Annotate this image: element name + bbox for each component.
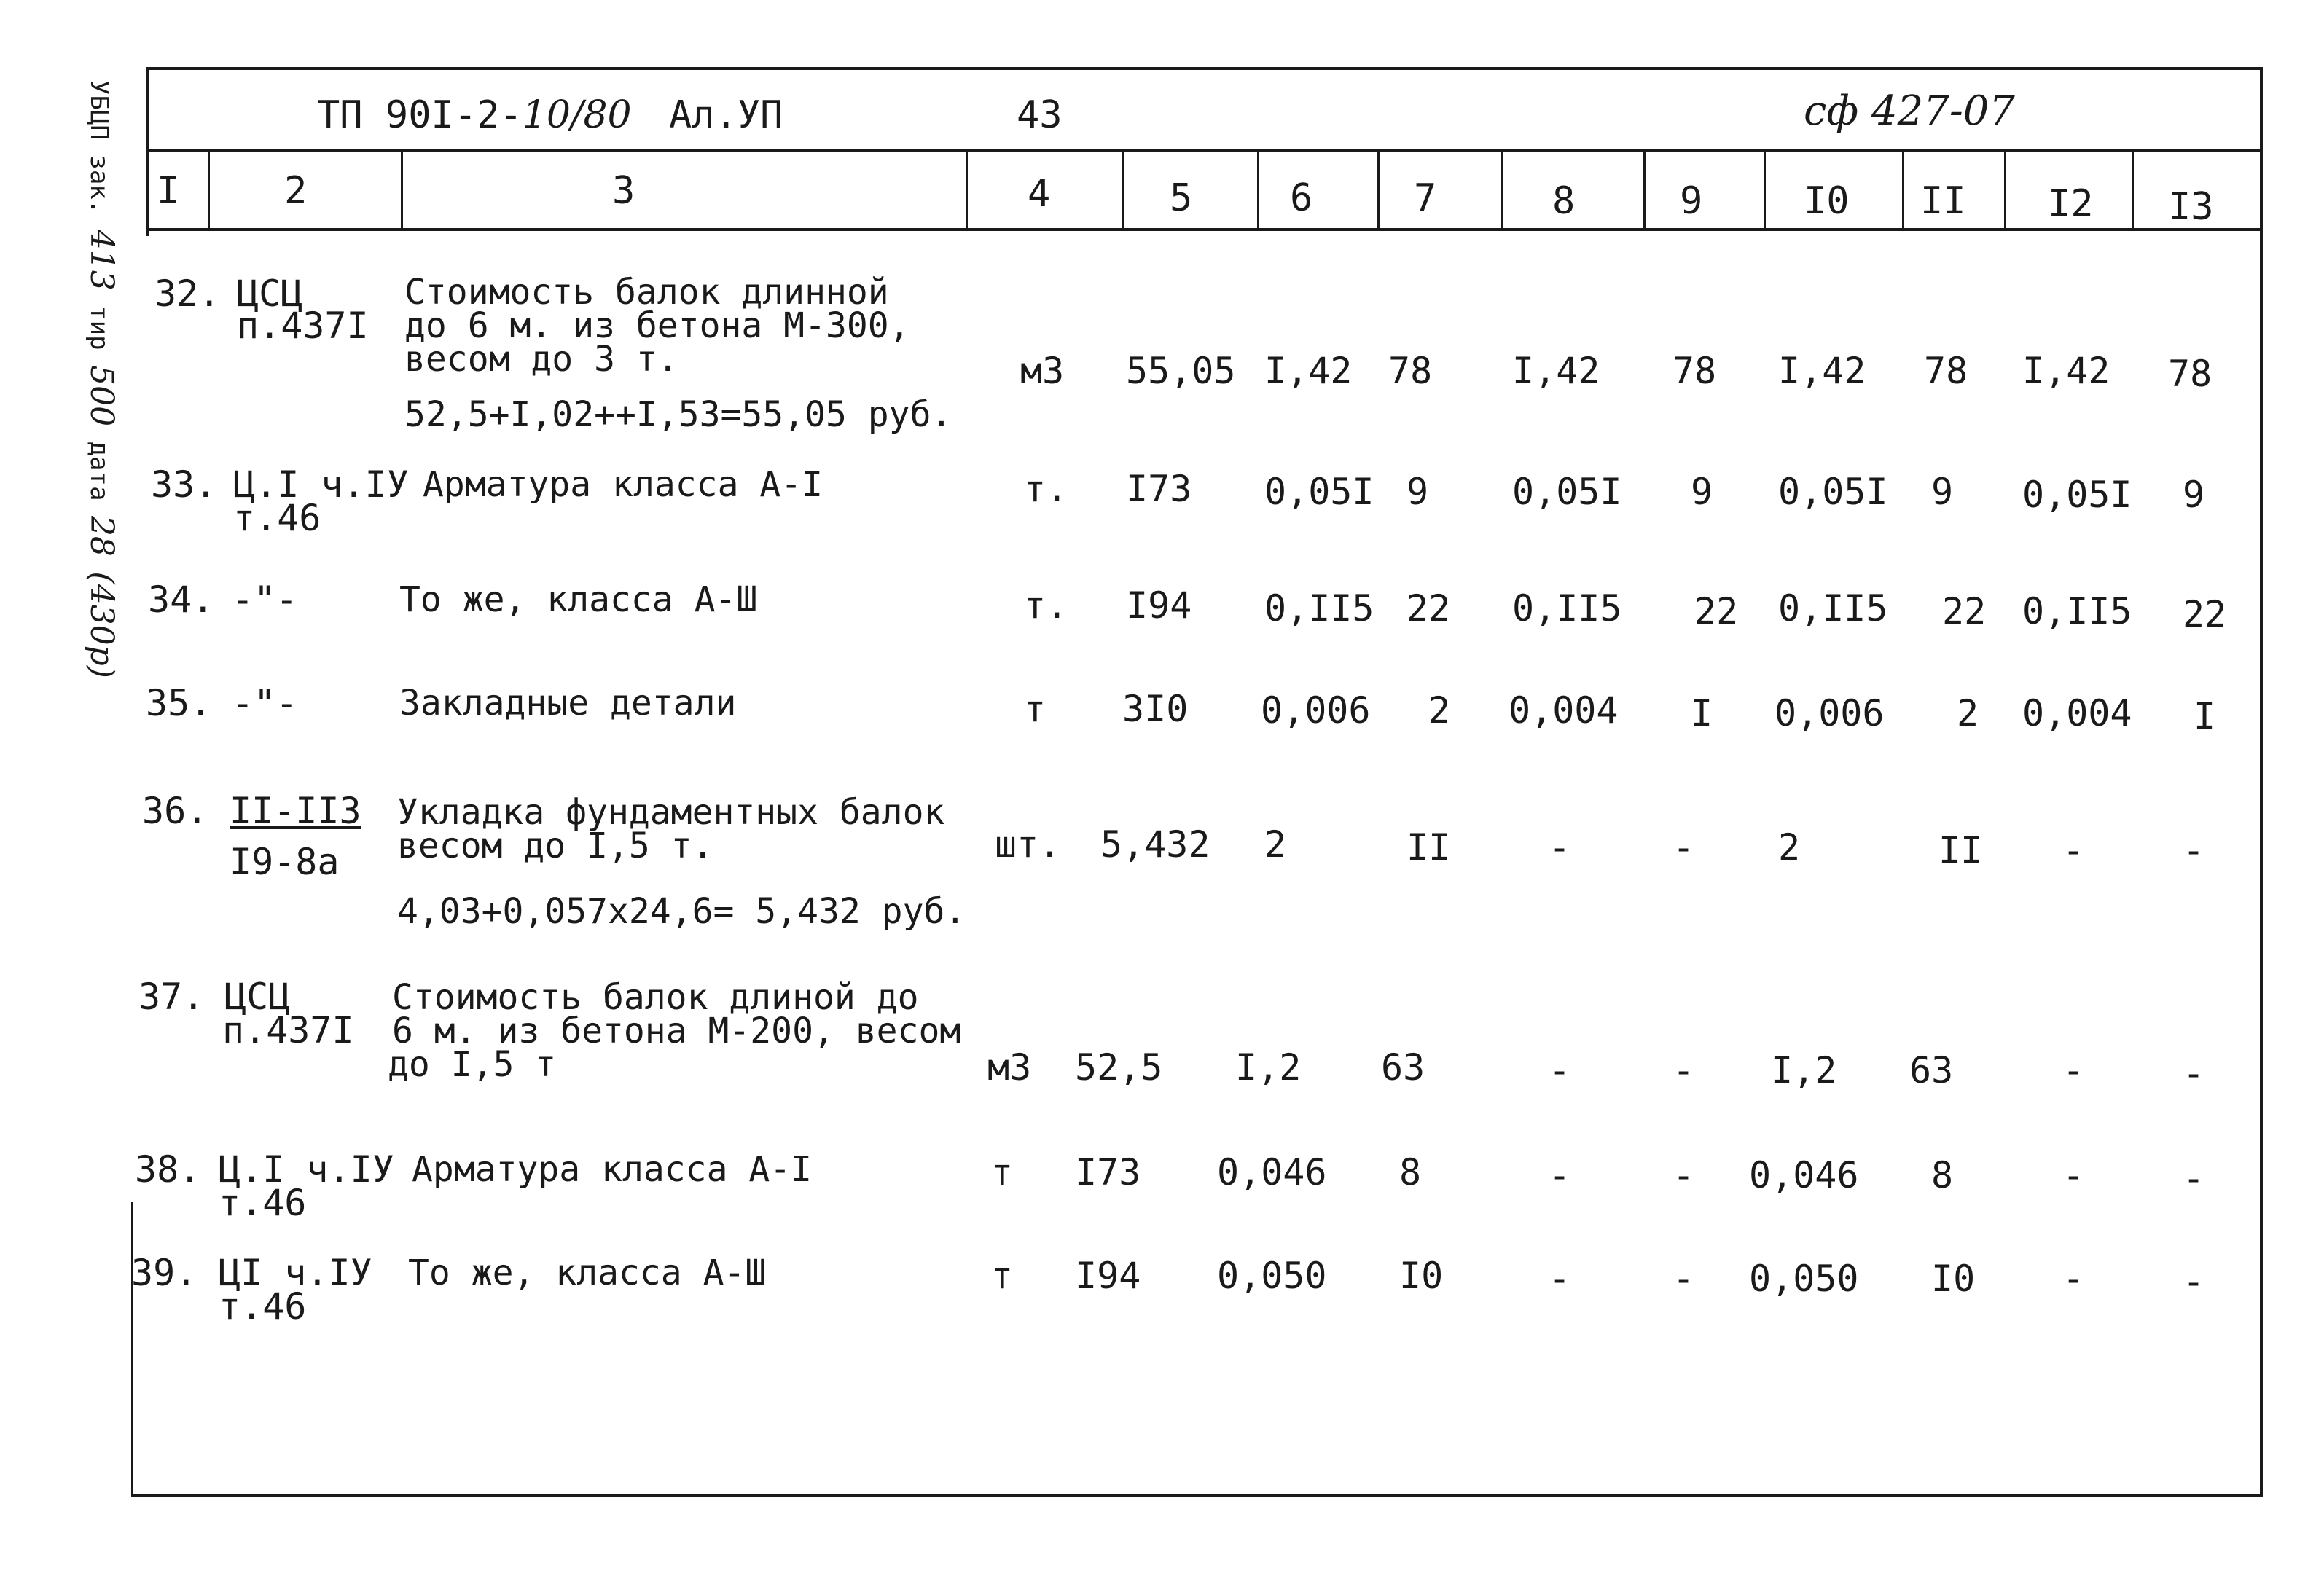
row-33-c9: 9 bbox=[1691, 471, 1713, 513]
row-37-c12: - bbox=[2062, 1049, 2085, 1091]
row-38-c11: 8 bbox=[1931, 1154, 1954, 1196]
row-36-c10: 2 bbox=[1778, 826, 1801, 868]
row-33-c8: 0,05I bbox=[1512, 471, 1622, 513]
row-33-code-1: Ц.I ч.IУ bbox=[233, 463, 409, 506]
page-number: 43 bbox=[1017, 93, 1063, 137]
row-32-note: 52,5+I,02++I,53=55,05 руб. bbox=[404, 394, 952, 435]
row-35-c9: I bbox=[1691, 692, 1713, 734]
row-33-c11: 9 bbox=[1931, 471, 1954, 513]
row-36-c8: - bbox=[1549, 826, 1571, 868]
col-header-1: I bbox=[157, 169, 180, 213]
row-37-desc-1: Стоимость балок длиной до bbox=[392, 977, 919, 1018]
row-37-c6: I,2 bbox=[1235, 1046, 1302, 1089]
row-37-c10: I,2 bbox=[1771, 1049, 1837, 1091]
row-38-c13: - bbox=[2183, 1157, 2205, 1199]
side-stamp-date: 28 bbox=[83, 515, 120, 557]
frame-bottom bbox=[131, 1494, 2263, 1497]
col-header-4: 4 bbox=[1028, 172, 1051, 216]
row-37-c11: 63 bbox=[1909, 1049, 1954, 1091]
col-divider bbox=[2004, 149, 2006, 230]
row-36-c11: II bbox=[1938, 829, 1983, 871]
row-38-c7: 8 bbox=[1399, 1151, 1422, 1193]
row-32-c11: 78 bbox=[1924, 350, 1968, 392]
row-34-c13: 22 bbox=[2183, 593, 2227, 635]
row-38-c8: - bbox=[1549, 1154, 1571, 1196]
row-33-code-2: т.46 bbox=[233, 497, 321, 539]
col-header-10: I0 bbox=[1804, 179, 1850, 223]
row-38-num: 38. bbox=[135, 1148, 201, 1191]
row-37-code-1: ЦСЦ bbox=[224, 976, 291, 1018]
col-header-5: 5 bbox=[1170, 176, 1193, 220]
row-37-c8: - bbox=[1549, 1049, 1571, 1091]
row-34-c6: 0,II5 bbox=[1264, 587, 1374, 630]
row-32-desc-3: весом до 3 т. bbox=[404, 339, 678, 380]
row-33-c12: 0,05I bbox=[2022, 474, 2132, 516]
col-divider bbox=[208, 149, 210, 230]
row-34-c12: 0,II5 bbox=[2022, 590, 2132, 632]
row-35-price: 3I0 bbox=[1122, 688, 1189, 730]
row-34-price: I94 bbox=[1126, 584, 1192, 627]
col-header-12: I2 bbox=[2048, 182, 2094, 226]
row-36-num: 36. bbox=[142, 790, 208, 832]
row-36-unit: шт. bbox=[995, 823, 1061, 866]
row-37-price: 52,5 bbox=[1075, 1046, 1163, 1089]
side-stamp-tir-label: тир bbox=[85, 305, 114, 350]
col-divider bbox=[1122, 149, 1124, 230]
row-38-desc-1: Арматура класса А-I bbox=[412, 1149, 813, 1190]
row-32-c7: 78 bbox=[1388, 350, 1433, 392]
row-36-c12: - bbox=[2062, 829, 2085, 871]
row-34-c8: 0,II5 bbox=[1512, 587, 1622, 630]
row-39-c7: I0 bbox=[1399, 1255, 1444, 1297]
row-33-c6: 0,05I bbox=[1264, 471, 1374, 513]
col-divider bbox=[2132, 149, 2134, 230]
col-header-8: 8 bbox=[1552, 179, 1576, 223]
row-35-c8: 0,004 bbox=[1509, 689, 1619, 732]
col-divider bbox=[1643, 149, 1646, 230]
col-header-6: 6 bbox=[1290, 176, 1313, 220]
col-header-13: I3 bbox=[2168, 185, 2214, 229]
row-34-unit: т. bbox=[1024, 584, 1068, 627]
side-stamp-extra: (430р) bbox=[83, 571, 120, 678]
row-38-c10: 0,046 bbox=[1749, 1154, 1859, 1196]
row-35-unit: т bbox=[1024, 688, 1046, 730]
document-code bbox=[317, 93, 783, 137]
row-36-desc-2: весом до I,5 т. bbox=[397, 826, 713, 866]
col-divider bbox=[1764, 149, 1766, 230]
col-header-11: II bbox=[1920, 179, 1966, 223]
row-35-num: 35. bbox=[146, 682, 212, 724]
row-35-code-1: -"- bbox=[232, 682, 298, 724]
row-34-code-1: -"- bbox=[232, 579, 298, 621]
row-32-c12: I,42 bbox=[2022, 350, 2110, 392]
row-32-code-2: п.437I bbox=[237, 305, 369, 347]
row-33-desc-1: Арматура класса А-I bbox=[423, 464, 823, 505]
row-39-code-2: т.46 bbox=[219, 1285, 307, 1328]
row-39-c9: - bbox=[1672, 1258, 1695, 1300]
row-32-c10: I,42 bbox=[1778, 350, 1866, 392]
row-38-code-2: т.46 bbox=[219, 1182, 307, 1224]
col-header-3: 3 bbox=[612, 169, 635, 213]
row-32-num: 32. bbox=[154, 272, 221, 315]
row-33-price: I73 bbox=[1126, 468, 1192, 510]
row-36-c13: - bbox=[2183, 829, 2205, 871]
row-33-c10: 0,05I bbox=[1778, 471, 1888, 513]
row-38-c6: 0,046 bbox=[1217, 1151, 1327, 1193]
row-35-c7: 2 bbox=[1428, 689, 1451, 732]
row-39-unit: т bbox=[991, 1255, 1014, 1297]
col-divider bbox=[1377, 149, 1380, 230]
col-divider bbox=[1257, 149, 1259, 230]
row-37-c7: 63 bbox=[1381, 1046, 1425, 1089]
row-36-desc-1: Укладка фундаментных балок bbox=[397, 792, 945, 833]
row-35-c6: 0,006 bbox=[1261, 689, 1371, 732]
document-code-prefix: ТП 90I-2- bbox=[317, 93, 523, 137]
row-38-unit: т bbox=[991, 1151, 1014, 1193]
row-33-c7: 9 bbox=[1406, 471, 1429, 513]
row-35-c13: I bbox=[2194, 695, 2216, 737]
col-header-9: 9 bbox=[1680, 179, 1703, 223]
row-35-c10: 0,006 bbox=[1775, 692, 1885, 734]
row-39-c8: - bbox=[1549, 1258, 1571, 1300]
row-39-code-1: ЦI ч.IУ bbox=[219, 1252, 372, 1294]
row-39-c6: 0,050 bbox=[1217, 1255, 1327, 1297]
col-divider bbox=[1902, 149, 1904, 230]
row-34-num: 34. bbox=[148, 579, 214, 621]
frame-header-bottom bbox=[146, 149, 2263, 152]
row-32-c8: I,42 bbox=[1512, 350, 1600, 392]
row-36-note: 4,03+0,057х24,6= 5,432 руб. bbox=[397, 891, 966, 932]
col-divider bbox=[401, 149, 403, 230]
row-37-c9: - bbox=[1672, 1049, 1695, 1091]
row-38-c12: - bbox=[2062, 1154, 2085, 1196]
frame-left-lower bbox=[131, 1202, 133, 1495]
side-stamp-tir: 500 bbox=[83, 365, 120, 427]
row-34-c11: 22 bbox=[1942, 590, 1987, 632]
side-stamp-order: 413 bbox=[83, 229, 120, 291]
row-33-num: 33. bbox=[151, 463, 217, 506]
row-37-num: 37. bbox=[138, 976, 205, 1018]
row-34-c10: 0,II5 bbox=[1778, 587, 1888, 630]
col-divider bbox=[966, 149, 968, 230]
row-38-c9: - bbox=[1672, 1154, 1695, 1196]
row-36-c6: 2 bbox=[1264, 823, 1287, 866]
album-label: Ал.УП bbox=[668, 93, 783, 137]
row-35-c11: 2 bbox=[1957, 692, 1979, 734]
row-32-unit: м3 bbox=[1020, 350, 1065, 392]
row-34-c7: 22 bbox=[1406, 587, 1451, 630]
row-39-c13: - bbox=[2183, 1260, 2205, 1303]
row-37-c13: - bbox=[2183, 1052, 2205, 1094]
row-33-c13: 9 bbox=[2183, 474, 2205, 516]
row-35-desc-1: Закладные детали bbox=[399, 683, 737, 724]
col-header-7: 7 bbox=[1414, 176, 1437, 220]
row-32-desc-2: до 6 м. из бетона М-300, bbox=[404, 305, 910, 346]
side-stamp-printed: УБЦП зак. bbox=[85, 80, 114, 215]
row-36-code-1: II-II3 bbox=[230, 790, 361, 832]
row-38-price: I73 bbox=[1075, 1151, 1141, 1193]
frame-right bbox=[2260, 67, 2263, 1495]
row-39-num: 39. bbox=[131, 1252, 197, 1294]
row-35-c12: 0,004 bbox=[2022, 692, 2132, 734]
row-38-code-1: Ц.I ч.IУ bbox=[219, 1148, 394, 1191]
col-divider bbox=[1501, 149, 1503, 230]
document-code-handwritten: 10/80 bbox=[522, 93, 632, 137]
row-32-desc-1: Стоимость балок длинной bbox=[404, 272, 889, 313]
row-32-c6: I,42 bbox=[1264, 350, 1353, 392]
row-37-desc-3: до I,5 т bbox=[388, 1044, 557, 1085]
side-stamp-date-label: дата bbox=[85, 441, 114, 501]
row-39-price: I94 bbox=[1075, 1255, 1141, 1297]
row-39-c11: I0 bbox=[1931, 1258, 1976, 1300]
row-36-price: 5,432 bbox=[1100, 823, 1210, 866]
side-stamp bbox=[83, 80, 120, 678]
row-33-unit: т. bbox=[1024, 468, 1068, 510]
row-37-code-2: п.437I bbox=[222, 1009, 354, 1051]
row-36-c9: - bbox=[1672, 826, 1695, 868]
row-37-desc-2: 6 м. из бетона М-200, весом bbox=[392, 1011, 961, 1051]
row-34-desc-1: То же, класса А-Ш bbox=[399, 579, 758, 620]
row-36-c7: II bbox=[1406, 826, 1451, 868]
row-39-desc-1: То же, класса А-Ш bbox=[408, 1252, 767, 1293]
row-36-code-2: I9-8а bbox=[230, 841, 340, 883]
row-34-c9: 22 bbox=[1694, 590, 1739, 632]
handwritten-code: сф 427-07 bbox=[1804, 87, 2016, 135]
row-37-unit: м3 bbox=[987, 1046, 1032, 1089]
frame-top bbox=[146, 67, 2263, 70]
frame-colnum-bottom bbox=[146, 228, 2263, 231]
row-39-c10: 0,050 bbox=[1749, 1258, 1859, 1300]
row-39-c12: - bbox=[2062, 1258, 2085, 1300]
row-32-c13: 78 bbox=[2168, 353, 2213, 395]
col-header-2: 2 bbox=[284, 169, 308, 213]
row-32-c9: 78 bbox=[1672, 350, 1717, 392]
row-32-code-1: ЦСЦ bbox=[237, 272, 303, 315]
row-32-price: 55,05 bbox=[1126, 350, 1236, 392]
